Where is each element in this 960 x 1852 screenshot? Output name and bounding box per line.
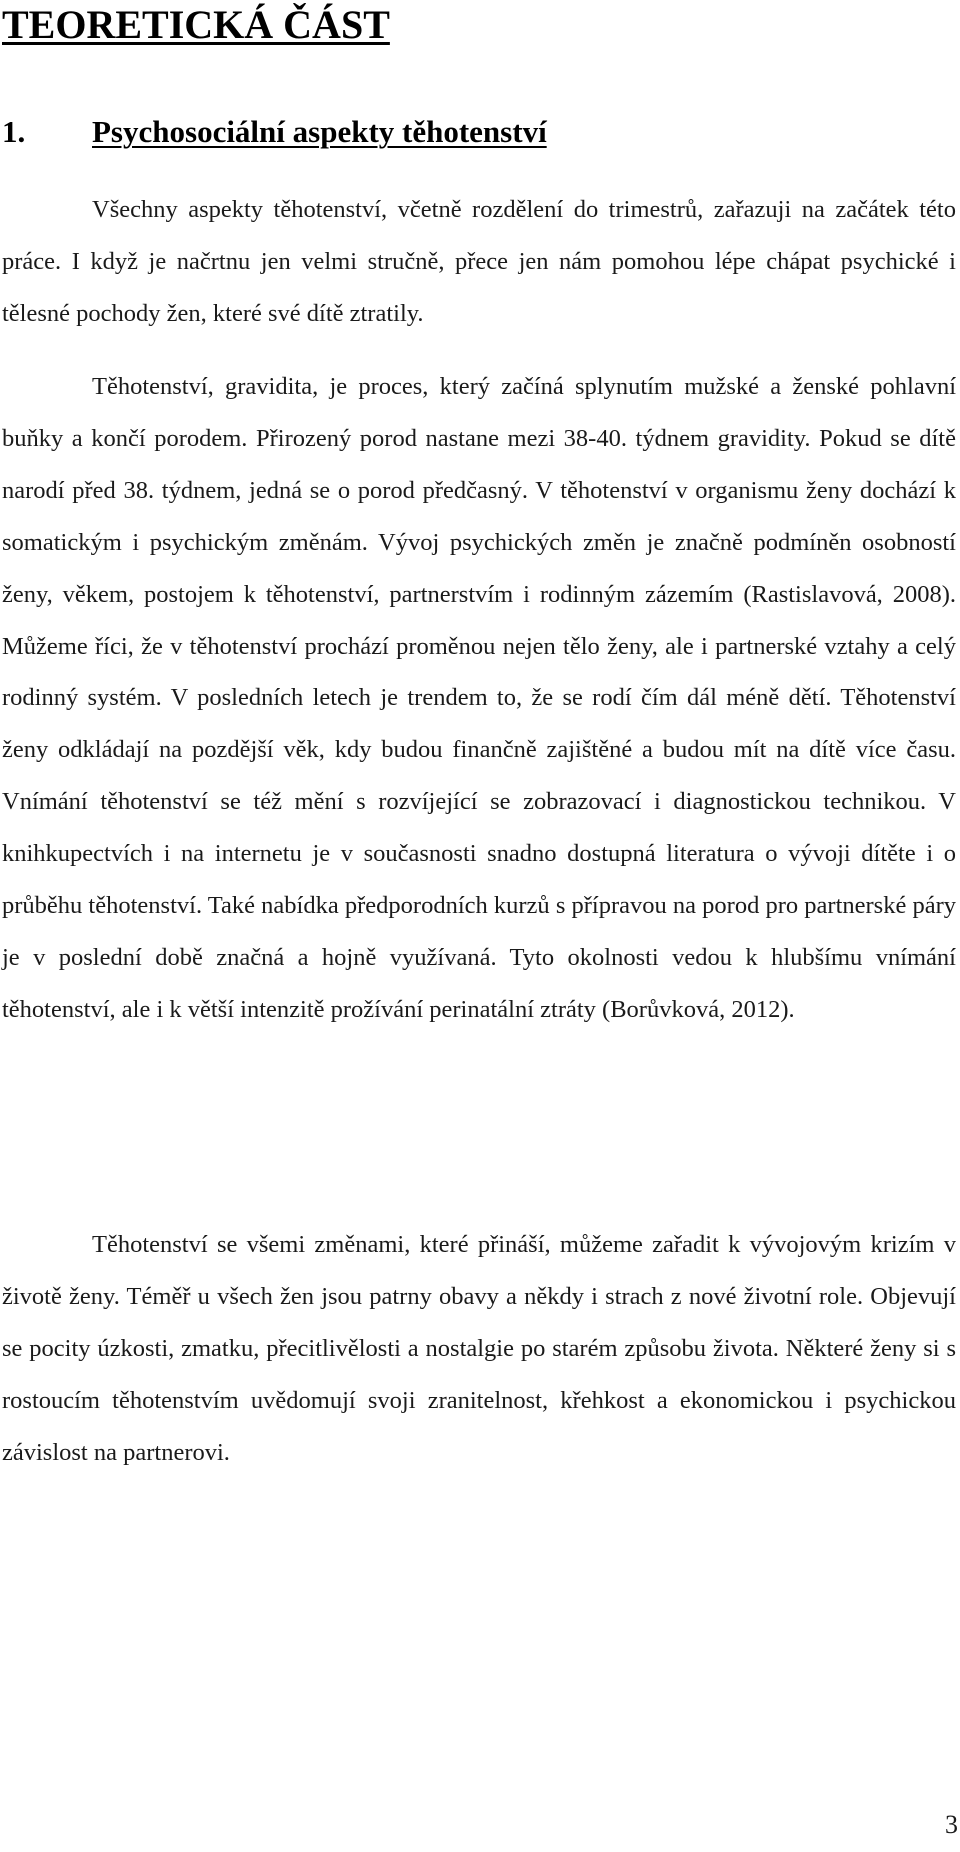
page-title: TEORETICKÁ ČÁST	[2, 2, 390, 47]
paragraph-developmental-crisis: Těhotenství se všemi změnami, které přináší, můžeme zařadit k vývojovým krizím v životě ženy. Téměř u všech žen jsou patrny obavy a někdy i strach z nové životní role. Objevují se pocity úzkosti, zmatku, přecitlivělosti a nostalgie po starém způsobu života. Některé ženy si s rostoucím těhotenstvím uvědomují svoji zranitelnost, křehkost a ekonomickou i psychickou závislost na partnerovi.	[2, 1231, 956, 1466]
section-title: Psychosociální aspekty těhotenství	[92, 114, 547, 149]
paragraph-intro: Všechny aspekty těhotenství, včetně rozdělení do trimestrů, zařazuji na začátek této práce. I když je načrtnu jen velmi stručně, přece jen nám pomohou lépe chápat psychické i tělesné pochody žen, které své dítě ztratily.	[2, 196, 956, 327]
page-number: 3	[945, 1810, 958, 1839]
section-number: 1.	[2, 114, 26, 149]
section-heading	[2, 112, 547, 152]
paragraph-pregnancy-definition: Těhotenství, gravidita, je proces, který začíná splynutím mužské a ženské pohlavní buňky a končí porodem. Přirozený porod nastane mezi 38-40. týdnem gravidity. Pokud se dítě narodí před 38. týdnem, jedná se o porod předčasný. V těhotenství v organismu ženy dochází k somatickým i psychickým změnám. Vývoj psychických změn je značně podmíněn osobností ženy, věkem, postojem k těhotenství, partnerstvím i rodinným zázemím (Rastislavová, 2008). Můžeme říci, že v těhotenství prochází proměnou nejen tělo ženy, ale i partnerské vztahy a celý rodinný systém. V posledních letech je trendem to, že se rodí čím dál méně dětí. Těhotenství ženy odkládají na pozdější věk, kdy budou finančně zajištěné a budou mít na dítě více času. Vnímání těhotenství se též mění s rozvíjející se zobrazovací i diagnostickou technikou. V knihkupectvích i na internetu je v současnosti snadno dostupná literatura o vývoji dítěte i o průběhu těhotenství. Také nabídka předporodních kurzů s přípravou na porod pro partnerské páry je v poslední době značná a hojně využívaná. Tyto okolnosti vedou k hlubšímu vnímání těhotenství, ale i k větší intenzitě prožívání perinatální ztráty (Borůvková, 2012).	[2, 373, 956, 1023]
